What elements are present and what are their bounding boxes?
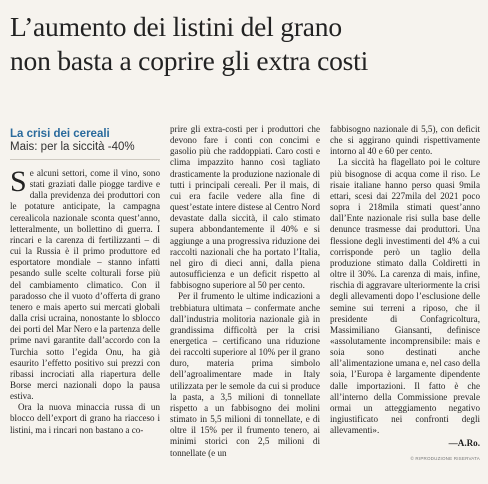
headline-line-2: non basta a coprire gli extra costi	[10, 45, 369, 76]
headline	[10, 10, 480, 78]
article-columns	[10, 124, 480, 484]
paragraph: Per il frumento le ultime indicazioni a trebbiatura ultimata – confermate anche dall’industria molitoria nazionale già in grandissima difficoltà per la crisi energetica – certificano una riduzione dei raccolti superiore al 10% per il grano duro, materia prima simbolo dell’agroalimentare made in Italy utilizzata per le semole da cui si produce la pasta, a 3,5 milioni di tonnellate rispetto a un fabbisogno dei molini stimato in 5,5 milioni di tonnellate, e di oltre il 15% per il frumento tenero, ai minimi storici con 2,5 milioni di tonnellate (e un	[170, 291, 320, 458]
paragraph: fabbisogno nazionale di 5,5), con deficit che si aggirano quindi rispettivamente intorno al 40 e 60 per cento.	[330, 124, 480, 157]
subheadline: Mais: per la siccità -40%	[10, 141, 135, 153]
divider	[10, 159, 160, 160]
drop-cap: S	[10, 165, 27, 198]
paragraph: La siccità ha flagellato poi le colture più bisognose di acqua come il riso. Le risaie italiane hanno perso quasi 9mila ettari, scesi dai 227mila del 2021 poco sopra i 218mila stimati quest’anno dall’Ente nazionale risi sulla base delle denunce trasmesse dai produttori. Una flessione degli investimenti del 4% a cui corrisponde però un taglio della produzione stimato dalla Coldiretti in oltre il 30%. La carenza di mais, infine, rischia di aggravare ulteriormente la crisi degli allevamenti dopo l’esclusione delle semine sui terreni a riposo, che il presidente di Confagricoltura, Massimiliano Giansanti, definisce «assolutamente incomprensibile: mais e soia sono destinati anche all’alimentazione umana e, nel caso della soia, l’Europa è largamente dipendente dalle importazioni. Il fatto è che all’interno della Commissione prevale ormai un atteggiamento negativo ingiustificato nei confronti degli allevamenti».	[330, 157, 480, 436]
copyright-notice: © RIPRODUZIONE RISERVATA	[410, 456, 480, 462]
section-kicker: La crisi dei cereali	[10, 128, 110, 140]
paragraph: Ora la nuova minaccia russa di un blocco dell’export di grano ha riacceso i listini, ma i rincari non bastano a co-	[10, 402, 160, 435]
paragraph-text: e alcuni settori, come il vino, sono stati graziati dalle piogge tardive e dalla previdenza dei produttori con le potature anticipate, la campagna cerealicola nazionale sconta quest’anno, letteralmente, un bollettino di guerra. I rincari e la carenza di fertilizzanti – di cui la Russia è il primo produttore ed esportatore mondiale – stanno infatti pesando sulle scelte colturali forse più del cambiamento climatico. Con il paradosso che il vuoto d’offerta di grano tenero e mais aperto sui mercati globali dalla crisi ucraina, nonostante lo sblocco dei porti del Mar Nero e la partenza delle prime navi garantite dall’accordo con la Turchia sotto l’egida Onu, ha già esaurito l’effetto positivo sui prezzi con ribassi incrociati alla riapertura delle Borse merci nazionali dopo la pausa estiva.	[10, 168, 160, 402]
paragraph	[10, 165, 160, 402]
paragraph: prire gli extra-costi per i produttori che devono fare i conti con concimi e gasolio più che raddoppiati. Caro costi e clima impazzito hanno così tagliato drasticamente la produzione nazionale di tutti i principali cereali. Per il mais, di cui era facile vedere alla fine di quest’estate intere distese al Centro Nord devastate dalla siccità, il calo stimato supera abbondantemente il 40% e si aggiunge a una progressiva riduzione dei raccolti nazionali che ha portato l’Italia, nel giro di dieci anni, dalla piena autosufficienza e un deficit rispetto al fabbisogno superiore al 50 per cento.	[170, 124, 320, 291]
column-2	[170, 124, 320, 484]
author-signature: —A.Ro.	[448, 438, 480, 449]
column-3	[330, 124, 480, 484]
column-1	[10, 124, 160, 484]
headline-line-1: L’aumento dei listini del grano	[10, 11, 342, 42]
